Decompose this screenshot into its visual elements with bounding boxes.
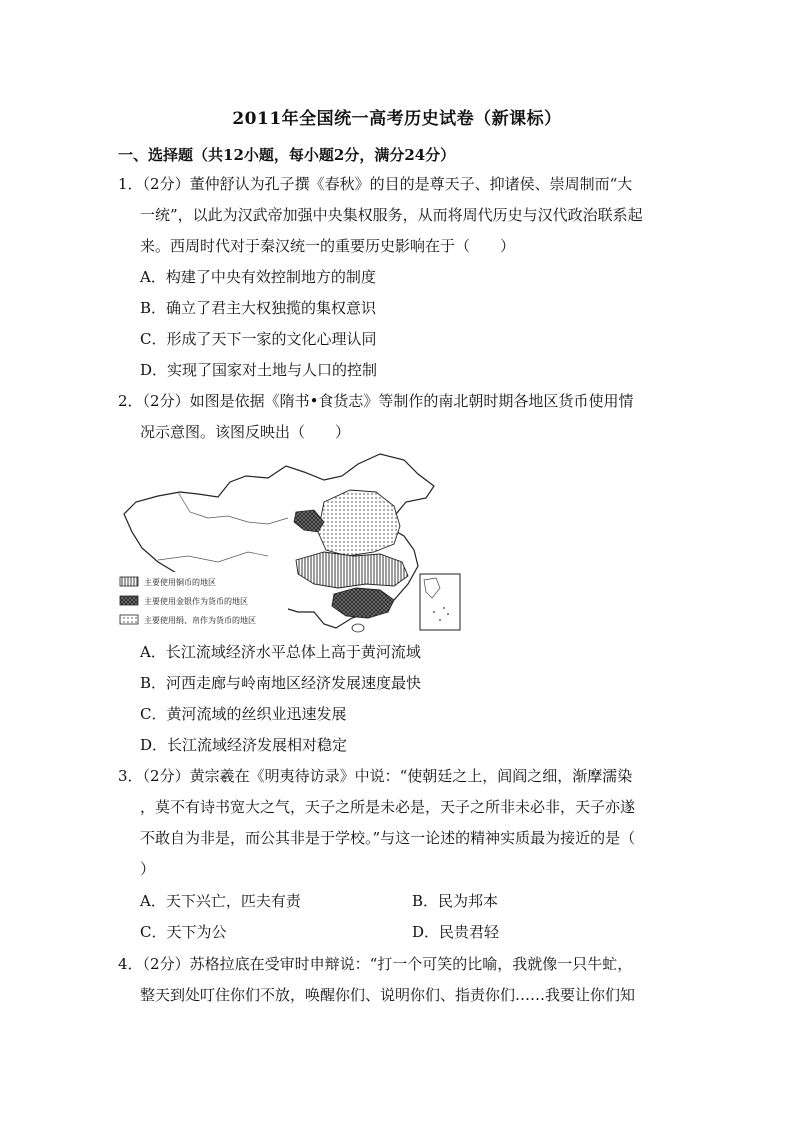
currency-map-figure: [118, 452, 464, 634]
legend-silk: 主要使用绢、帛作为货币的地区: [144, 616, 256, 625]
legend-swatch-copper: [120, 577, 138, 586]
q2-option-a: A．长江流域经济水平总体上高于黄河流域: [140, 643, 421, 661]
q1-option-d: D．实现了国家对土地与人口的控制: [140, 361, 378, 379]
legend-swatch-gold-silver: [120, 596, 138, 605]
q3-option-c: C．天下为公: [140, 923, 227, 941]
q1-line-2: 一统”，以此为汉武帝加强中央集权服务，从而将周代历史与汉代政治联系起: [140, 206, 643, 224]
q3-option-b: B．民为邦本: [412, 892, 499, 910]
q2-line-2: 况示意图。该图反映出（ ）: [140, 423, 351, 441]
page-title: 2011年全国统一高考历史试卷（新课标）: [232, 109, 562, 129]
q4-line-2: 整天到处叮住你们不放，唤醒你们、说明你们、指责你们……我要让你们知: [140, 986, 636, 1004]
q3-option-d: D．民贵君轻: [412, 923, 500, 941]
legend-copper: 主要使用铜币的地区: [144, 578, 216, 587]
q3-line-4: ）: [140, 860, 156, 878]
q3-option-a: A．天下兴亡，匹夫有责: [140, 892, 301, 910]
q1-line-3: 来。西周时代对于秦汉统一的重要历史影响在于（ ）: [140, 237, 516, 255]
china-map: [118, 452, 464, 634]
q2-line-1: 2．（2分）如图是依据《隋书•食货志》等制作的南北朝时期各地区货币使用情: [118, 392, 634, 410]
q3-line-1: 3．（2分）黄宗羲在《明夷待访录》中说：“使朝廷之上，闾阎之细，渐摩濡染: [118, 767, 633, 785]
q1-option-a: A．构建了中央有效控制地方的制度: [140, 268, 376, 286]
q4-line-1: 4．（2分）苏格拉底在受审时申辩说：“打一个可笑的比喻，我就像一只牛虻，: [118, 955, 633, 973]
q1-option-c: C．形成了天下一家的文化心理认同: [140, 330, 377, 348]
legend-swatch-silk: [120, 615, 138, 624]
q1-option-b: B．确立了君主大权独揽的集权意识: [140, 299, 377, 317]
q2-option-c: C．黄河流域的丝织业迅速发展: [140, 705, 347, 723]
q1-line-1: 1．（2分）董仲舒认为孔子撰《春秋》的目的是尊天子、抑诸侯、崇周制而“大: [118, 175, 633, 193]
section-heading: 一、选择题（共12小题，每小题2分，满分24分）: [118, 146, 456, 164]
south-sea-inset: [420, 574, 460, 630]
legend-gold-silver: 主要使用金银作为货币的地区: [144, 597, 248, 606]
q2-option-b: B．河西走廊与岭南地区经济发展速度最快: [140, 674, 422, 692]
q3-line-2: ，莫不有诗书宽大之气，天子之所是未必是，天子之所非未必非，天子亦遂: [140, 798, 636, 816]
q2-option-d: D．长江流域经济发展相对稳定: [140, 736, 348, 754]
q3-line-3: 不敢自为非是，而公其非是于学校。”与这一论述的精神实质最为接近的是（: [140, 829, 636, 847]
